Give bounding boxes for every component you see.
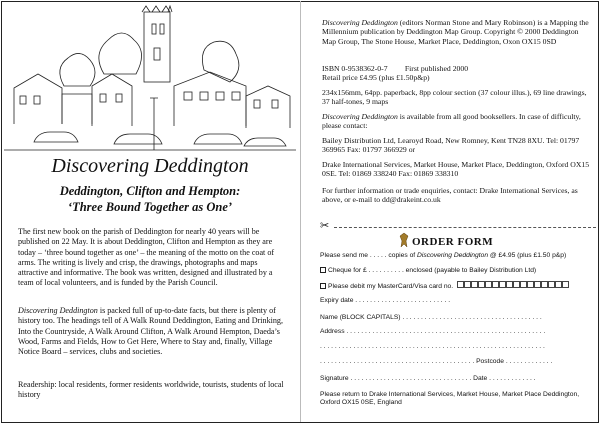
address-line[interactable] bbox=[320, 328, 596, 336]
intro-paragraph bbox=[18, 227, 286, 289]
book-title-inline: Discovering Deddington bbox=[18, 306, 98, 315]
name-line[interactable] bbox=[320, 314, 596, 322]
address-field-2[interactable]: . . . . . . . . . . . . . . . . . . . . . . . . . . . . . . . . . . . . . . . . . . . . . . . . . . . . . . . . . . . . . bbox=[320, 343, 545, 350]
card-text: Please debit my MasterCard/Visa card no. bbox=[328, 282, 454, 290]
dashed-cut-line bbox=[334, 227, 596, 228]
spec-block bbox=[322, 88, 594, 107]
drake-text: Drake International Services, Market House, Market Place, Deddington, Oxford OX15 0SE. Tel: 01869 338240 Fax: 01869 338310 bbox=[322, 160, 590, 179]
postcode-field[interactable]: . . . . . . . . . . . . . . . . . . . . . . . . . . . . . . . . . . . . . . . . . . Postcode . . . . . . . . . . . . . bbox=[320, 358, 553, 365]
return-address bbox=[320, 391, 596, 407]
card-line[interactable] bbox=[320, 281, 596, 291]
availability-text bbox=[322, 112, 594, 131]
signature-field[interactable]: Signature . . . . . . . . . . . . . . . . . . . . . . . . . . . . . . . . . Date . . . . . . . . . . . . . bbox=[320, 375, 536, 382]
readership-paragraph bbox=[18, 380, 286, 401]
order-form-heading: ORDER FORM bbox=[412, 236, 494, 248]
contents-rest: is packed full of up-to-date facts, but there is plenty of history too. The headings tell of A Walk Round Deddington, Eating and Drinking, Into the Countryside, A Walk Around Clifton, A Walk Around Hempton, Daeda’s Wood, Farms and Fields, How to Get Here, Where to Stay and, finally, Village Notice Board – services, clubs and societies. bbox=[18, 306, 283, 357]
postcode-line[interactable] bbox=[320, 358, 596, 366]
address-line-2[interactable] bbox=[320, 343, 596, 351]
publication-info bbox=[322, 18, 594, 46]
book-subtitle bbox=[0, 183, 300, 215]
bailey-text: Bailey Distribution Ltd, Learoyd Road, New Romney, Kent TN28 8XU. Tel: 01797 369965 Fax: 01797 366929 or bbox=[322, 136, 580, 155]
book-title-inline: Discovering Deddington bbox=[322, 18, 398, 27]
book-title: Discovering Deddington bbox=[51, 155, 249, 177]
cheque-line[interactable] bbox=[320, 267, 596, 275]
right-panel bbox=[302, 0, 598, 424]
isbn-block bbox=[322, 64, 594, 83]
cheque-row bbox=[320, 267, 596, 275]
village-sketch-illustration bbox=[4, 4, 296, 152]
coat-of-arms-icon bbox=[398, 232, 410, 248]
bailey-block bbox=[322, 136, 594, 155]
book-title-inline: Discovering Deddington bbox=[417, 252, 489, 259]
further-info-block bbox=[322, 186, 594, 205]
retail-price: Retail price £4.95 (plus £1.50p&p) bbox=[322, 73, 430, 83]
quantity-label: Please send me . . . . . copies of bbox=[320, 252, 418, 259]
fold-line bbox=[300, 1, 301, 422]
book-title-inline: Discovering Deddington bbox=[322, 112, 398, 121]
cheque-text: Cheque for £ . . . . . . . . . . enclosed (payable to Bailey Distribution Ltd) bbox=[328, 267, 537, 274]
contents-text bbox=[18, 306, 286, 357]
readership-text: Readership: local residents, former residents worldwide, tourists, students of local history bbox=[18, 380, 284, 400]
contents-paragraph bbox=[18, 306, 286, 357]
name-field[interactable]: Name (BLOCK CAPITALS) . . . . . . . . . . . . . . . . . . . . . . . . . . . . . . . . . . . . . . bbox=[320, 314, 542, 321]
isbn-line bbox=[322, 64, 594, 73]
publish-date: First published 2000 bbox=[404, 64, 469, 73]
spec-text: 234x156mm, 64pp. paperback, 8pp colour section (37 colour illus.), 69 line drawings, 37 half-tones, 9 maps bbox=[322, 88, 587, 107]
card-checkbox[interactable] bbox=[320, 283, 326, 289]
publication-rest: (editors Norman Stone and Mary Robinson) is a Mapping the Millennium publication by Deddington Map Group. Copyright © 2000 Deddington Map Group, The Stone House, Market Place, Deddington, Oxon OX15 0SD bbox=[322, 18, 589, 46]
availability-block bbox=[322, 112, 594, 131]
subtitle-line-1: Deddington, Clifton and Hempton: bbox=[59, 184, 241, 198]
cut-line-row bbox=[320, 222, 596, 232]
expiry-line[interactable] bbox=[320, 297, 596, 305]
quantity-text bbox=[320, 252, 596, 260]
availability-rest: is available from all good booksellers. In case of difficulty, please contact: bbox=[322, 112, 581, 131]
card-number-boxes[interactable] bbox=[457, 281, 569, 291]
card-row bbox=[320, 281, 596, 291]
further-info-text: For further information or trade enquiries, contact: Drake International Services, as above, or e-mail to dd@drakeint.co.uk bbox=[322, 186, 578, 205]
order-quantity-line[interactable] bbox=[320, 252, 596, 260]
subtitle-line-2: ‘Three Bound Together as One’ bbox=[67, 200, 233, 214]
cheque-checkbox[interactable] bbox=[320, 267, 326, 273]
scissors-icon: ✂ bbox=[320, 220, 330, 232]
signature-line[interactable] bbox=[320, 375, 596, 383]
publication-text bbox=[322, 18, 594, 46]
intro-text: The first new book on the parish of Deddington for nearly 40 years will be published on 22 May. It is about Deddington, Clifton and Hempton as they are today – ‘three bound together as one’ – the meaning of the motto on the coat of arms. The writing is lively and crisp, the drawings, photographs and maps attractive and informative. The book was written, designed and illustrated by a team of local volunteers, and is funded by the Parish Council. bbox=[18, 227, 275, 288]
return-text: Please return to Drake International Services, Market House, Market Place Deddington, Oxford OX15 0SE, England bbox=[320, 391, 580, 406]
isbn: ISBN 0-9538362-0-7 bbox=[322, 64, 388, 73]
expiry-field[interactable]: Expiry date . . . . . . . . . . . . . . . . . . . . . . . . . . bbox=[320, 297, 451, 304]
drake-block bbox=[322, 160, 594, 179]
price-label: @ £4.95 (plus £1.50 p&p) bbox=[488, 252, 567, 259]
address-field[interactable]: Address . . . . . . . . . . . . . . . . . . . . . . . . . . . . . . . . . . . . . . . . . . . . . . . . . . . . . . bbox=[320, 328, 546, 335]
